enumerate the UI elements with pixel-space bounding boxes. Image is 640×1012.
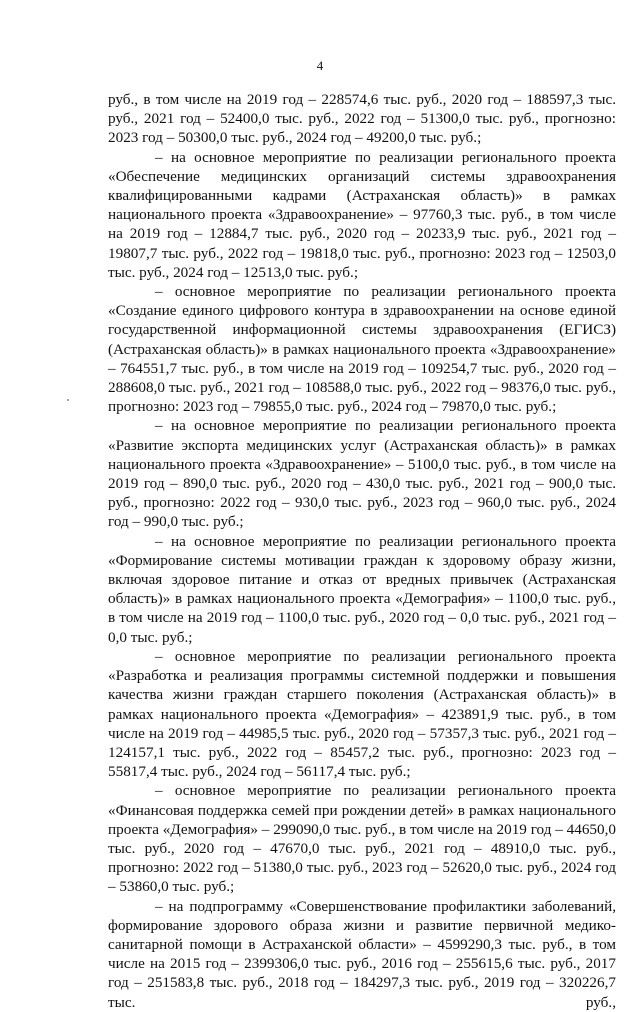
paragraph-kadry-project: – на основное мероприятие по реализации регионального проекта «Обеспечение медицинских организаций системы здравоохранения квалифицированными кадрами (Астраханская область)» в рамках национального проекта «Здравоохранение» – 97760,3 тыс. руб., в том числе на 2019 год – 12884,7 тыс. руб., 2020 год – 20233,9 тыс. руб., 2021 год – 19807,7 тыс. руб., 2022 год – 19818,0 тыс. руб., прогнозно: 2023 год – 12503,0 тыс. руб., 2024 год – 12513,0 тыс. руб.; (108, 148, 616, 281)
paragraph-older-generation-project: – основное мероприятие по реализации регионального проекта «Разработка и реализация программы системной поддержки и повышения качества жизни граждан старшего поколения (Астраханская область)» в рамках национального проекта «Демография» – 423891,9 тыс. руб., в том числе на 2019 год – 44985,5 тыс. руб., 2020 год – 57357,3 тыс. руб., 2021 год – 124157,1 тыс. руб., 2022 год – 85457,2 тыс. руб., прогнозно: 2023 год – 55817,4 тыс. руб., 2024 год – 56117,4 тыс. руб.; (108, 647, 616, 781)
paragraph-continuation: руб., в том числе на 2019 год – 228574,6 тыс. руб., 2020 год – 188597,3 тыс. руб., 2021 год – 52400,0 тыс. руб., 2022 год – 51300,0 тыс. руб., прогнозно: 2023 год – 50300,0 тыс. руб., 2024 год – 49200,0 тыс. руб.; (108, 91, 616, 147)
paragraph-egisz-project: – основное мероприятие по реализации регионального проекта «Создание единого цифрового контура в здравоохранении на основе единой государственной информационной системы здравоохранения (ЕГИСЗ) (Астраханская область)» в рамках национального проекта «Здравоохранение» – 764551,7 тыс. руб., в том числе на 2019 год – 109254,7 тыс. руб., 2020 год – 288608,0 тыс. руб., 2021 год – 108588,0 тыс. руб., 2022 год – 98376,0 тыс. руб., прогнозно: 2023 год – 79855,0 тыс. руб., 2024 год – 79870,0 тыс. руб.; (108, 283, 616, 416)
paragraph-family-support-project: – основное мероприятие по реализации регионального проекта «Финансовая поддержка семей при рождении детей» в рамках национального проекта «Демография» – 299090,0 тыс. руб., в том числе на 2019 год – 44650,0 тыс. руб., 2020 год – 47670,0 тыс. руб., 2021 год – 48910,0 тыс. руб., прогнозно: 2022 год – 51380,0 тыс. руб., 2023 год – 52620,0 тыс. руб., 2024 год – 53860,0 тыс. руб.; (108, 782, 616, 896)
margin-dot (67, 399, 69, 401)
paragraph-subprogram-prevention: – на подпрограмму «Совершенствование профилактики заболеваний, формирование здорового образа жизни и развитие первичной медико-санитарной помощи в Астраханской области» – 4599290,3 тыс. руб., в том числе на 2015 год – 2399306,0 тыс. руб., 2016 год – 255615,6 тыс. руб., 2017 год – 251583,8 тыс. руб., 2018 год – 184297,3 тыс. руб., 2019 год – 320226,7 тыс. руб., (108, 897, 616, 1011)
document-body (108, 90, 616, 1012)
paragraph-healthy-lifestyle-project: – на основное мероприятие по реализации регионального проекта «Формирование системы мотивации граждан к здоровому образу жизни, включая здоровое питание и отказ от вредных привычек (Астраханская область)» в рамках национального проекта «Демография» – 1100,0 тыс. руб., в том числе на 2019 год – 1100,0 тыс. руб., 2020 год – 0,0 тыс. руб., 2021 год – 0,0 тыс. руб.; (108, 532, 616, 646)
paragraph-export-project: – на основное мероприятие по реализации регионального проекта «Развитие экспорта медицинских услуг (Астраханская область)» в рамках национального проекта «Здравоохранение» – 5100,0 тыс. руб., в том числе на 2019 год – 890,0 тыс. руб., 2020 год – 430,0 тыс. руб., 2021 год – 900,0 тыс. руб., прогнозно: 2022 год – 930,0 тыс. руб., 2023 год – 960,0 тыс. руб., 2024 год – 990,0 тыс. руб.; (108, 417, 616, 531)
page-number: 4 (316, 58, 324, 73)
